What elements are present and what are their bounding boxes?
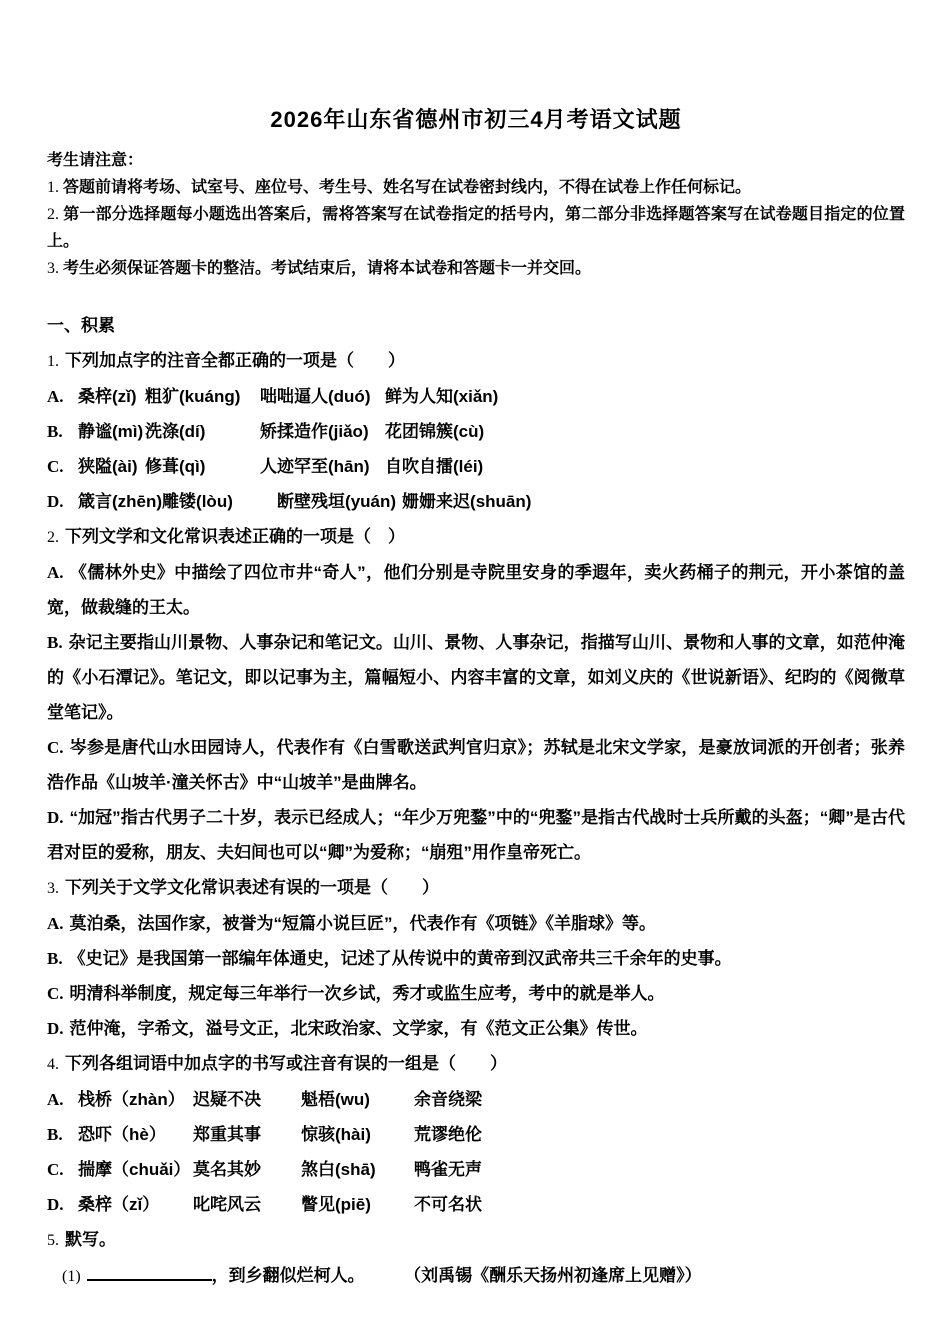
question-2-option-a xyxy=(47,555,905,625)
question-5-stem xyxy=(47,1222,905,1258)
question-2-option-c xyxy=(47,730,905,800)
option-label: A. xyxy=(47,563,64,582)
notice-item xyxy=(47,255,905,282)
option-text: 范仲淹，字希文，溢号文正，北宋政治家、文学家，有《范文正公集》传世。 xyxy=(69,1019,648,1038)
option-word: 静谧(mì) xyxy=(78,422,144,441)
option-label: A. xyxy=(47,1090,64,1109)
question-3-number: 3. xyxy=(47,880,59,897)
option-label: A. xyxy=(47,914,64,933)
question-5-stem-text: 默写。 xyxy=(65,1230,116,1249)
option-word: 雕镂(lòu) xyxy=(162,492,233,511)
option-text: 岑参是唐代山水田园诗人，代表作有《白雪歌送武判官归京》；苏轼是北宋文学家，是豪放词派的开创者；张养浩作品《山坡羊·潼关怀古》中“山坡羊”是曲牌名。 xyxy=(47,738,905,792)
option-word: 修葺(qì) xyxy=(145,457,206,476)
exam-body xyxy=(47,308,905,1294)
option-text: 杂记主要指山川景物、人事杂记和笔记文。山川、景物、人事杂记，指描写山川、景物和人事的文章，如范仲淹的《小石潭记》。笔记文，即以记事为主，篇幅短小、内容丰富的文章，如刘义庆的《世说新语》、纪昀的《阅微草堂笔记》。 xyxy=(47,633,905,722)
notice-block xyxy=(47,147,905,282)
notice-item-text: 第一部分选择题每小题选出答案后，需将答案写在试卷指定的括号内，第二部分非选择题答案写在试卷题目指定的位置上。 xyxy=(47,206,905,250)
fill-in-blank-line xyxy=(87,1265,212,1281)
question-2-stem-text: 下列文学和文化常识表述正确的一项是（ ） xyxy=(65,527,405,546)
option-label: D. xyxy=(47,1019,64,1038)
option-word: 人迹罕至(hān) xyxy=(260,457,370,476)
question-4-option-d xyxy=(47,1187,905,1222)
question-4-stem-text: 下列各组词语中加点字的书写或注音有误的一组是（ ） xyxy=(65,1054,507,1073)
option-label: C. xyxy=(47,984,64,1003)
option-label: B. xyxy=(47,1125,63,1144)
question-1-number: 1. xyxy=(47,353,59,370)
section-heading-accumulation: 一、积累 xyxy=(47,316,115,335)
option-text: “加冠”指古代男子二十岁，表示已经成人；“年少万兜鍪”中的“兜鍪”是指古代战时士兵所戴的头盔；“卿”是古代君对臣的爱称，朋友、夫妇间也可以“卿”为爱称；“崩殂”用作皇帝死亡。 xyxy=(47,808,905,862)
option-word: 迟疑不决 xyxy=(193,1090,261,1109)
option-word: 自吹自擂(léi) xyxy=(385,457,484,476)
question-4-stem xyxy=(47,1046,905,1082)
option-text: 莫泊桑，法国作家，被誉为“短篇小说巨匠”，代表作有《项链》《羊脂球》等。 xyxy=(69,914,657,933)
option-label: D. xyxy=(47,1195,64,1214)
option-label: C. xyxy=(47,457,64,476)
question-4-option-a xyxy=(47,1082,905,1117)
option-word: 咄咄逼人(duó) xyxy=(260,387,371,406)
sub-question-number: (1) xyxy=(62,1268,81,1285)
notice-item-number: 2. xyxy=(47,206,59,223)
option-text: 《史记》是我国第一部编年体通史，记述了从传说中的黄帝到汉武帝共三千余年的史事。 xyxy=(68,949,732,968)
question-5-sub-1 xyxy=(47,1258,905,1294)
option-word: 郑重其事 xyxy=(193,1125,261,1144)
option-label: B. xyxy=(47,949,63,968)
option-word: 桑梓(zǐ) xyxy=(78,387,137,406)
notice-item-number: 1. xyxy=(47,179,59,196)
notice-heading: 考生请注意： xyxy=(47,152,144,169)
question-1-option-a xyxy=(47,379,905,414)
option-word: 洗涤(dí) xyxy=(145,422,206,441)
notice-item-text: 考生必须保证答题卡的整洁。考试结束后，请将本试卷和答题卡一并交回。 xyxy=(63,260,592,277)
question-3-stem-text: 下列关于文学文化常识表述有误的一项是（ ） xyxy=(65,878,439,897)
question-4-option-b xyxy=(47,1117,905,1152)
option-word: 鸭雀无声 xyxy=(414,1160,482,1179)
question-3-option-b xyxy=(47,941,905,976)
option-word: 荒谬绝伦 xyxy=(414,1125,482,1144)
question-1-stem xyxy=(47,343,905,379)
option-word: 余音绕梁 xyxy=(414,1090,482,1109)
question-1-stem-text: 下列加点字的注音全都正确的一项是（ ） xyxy=(65,351,405,370)
question-2-option-b xyxy=(47,625,905,730)
notice-item-number: 3. xyxy=(47,260,59,277)
verse-text: ，到乡翻似烂柯人。 xyxy=(211,1266,365,1285)
option-word: 不可名状 xyxy=(414,1195,482,1214)
option-label: C. xyxy=(47,738,64,757)
question-3-option-d xyxy=(47,1011,905,1046)
option-word: 魁梧(wu) xyxy=(301,1090,370,1109)
option-word: 鲜为人知(xiǎn) xyxy=(385,387,499,406)
option-word: 断壁残垣(yuán) xyxy=(277,492,397,511)
question-2-option-d xyxy=(47,800,905,870)
option-word: 粗犷(kuáng) xyxy=(145,387,241,406)
question-4-option-c xyxy=(47,1152,905,1187)
option-text: 明清科举制度，规定每三年举行一次乡试，秀才或监生应考，考中的就是举人。 xyxy=(69,984,665,1003)
notice-item xyxy=(47,201,905,255)
option-word: 姗姗来迟(shuān) xyxy=(402,492,532,511)
option-label: B. xyxy=(47,633,63,652)
option-label: D. xyxy=(47,808,64,827)
option-text: 《儒林外史》中描绘了四位市井“奇人”，他们分别是寺院里安身的季遐年，卖火药桶子的荆元，开小茶馆的盖宽，做裁缝的王太。 xyxy=(47,563,905,617)
question-3-option-a xyxy=(47,906,905,941)
option-word: 叱咤风云 xyxy=(193,1195,261,1214)
option-word: 煞白(shā) xyxy=(301,1160,376,1179)
option-word: 莫名其妙 xyxy=(193,1160,261,1179)
question-1-option-b xyxy=(47,414,905,449)
question-1-option-d xyxy=(47,484,905,519)
question-3-stem xyxy=(47,870,905,906)
option-word: 箴言(zhēn) xyxy=(78,492,163,511)
question-4-number: 4. xyxy=(47,1056,59,1073)
question-3-option-c xyxy=(47,976,905,1011)
notice-item xyxy=(47,174,905,201)
question-5-number: 5. xyxy=(47,1232,59,1249)
option-word: 桑梓（zǐ） xyxy=(78,1195,160,1214)
question-2-stem xyxy=(47,519,905,555)
option-word: 栈桥（zhàn） xyxy=(78,1090,185,1109)
option-label: A. xyxy=(47,387,64,406)
exam-title: 2026年山东省德州市初三4月考语文试题 xyxy=(270,107,682,132)
option-word: 花团锦簇(cù) xyxy=(385,422,485,441)
option-label: B. xyxy=(47,422,63,441)
option-label: D. xyxy=(47,492,64,511)
question-2-number: 2. xyxy=(47,529,59,546)
option-word: 矫揉造作(jiǎo) xyxy=(260,422,369,441)
notice-item-text: 答题前请将考场、试室号、座位号、考生号、姓名写在试卷密封线内，不得在试卷上作任何标记。 xyxy=(63,179,752,196)
option-word: 狭隘(ài) xyxy=(78,457,138,476)
verse-source: （刘禹锡《酬乐天扬州初逢席上见赠》） xyxy=(412,1266,702,1285)
question-1-option-c xyxy=(47,449,905,484)
option-word: 恐吓（hè） xyxy=(78,1125,166,1144)
option-word: 惊骇(hài) xyxy=(301,1125,371,1144)
option-word: 揣摩（chuǎi） xyxy=(78,1160,191,1179)
option-label: C. xyxy=(47,1160,64,1179)
option-word: 瞥见(piē) xyxy=(301,1195,371,1214)
